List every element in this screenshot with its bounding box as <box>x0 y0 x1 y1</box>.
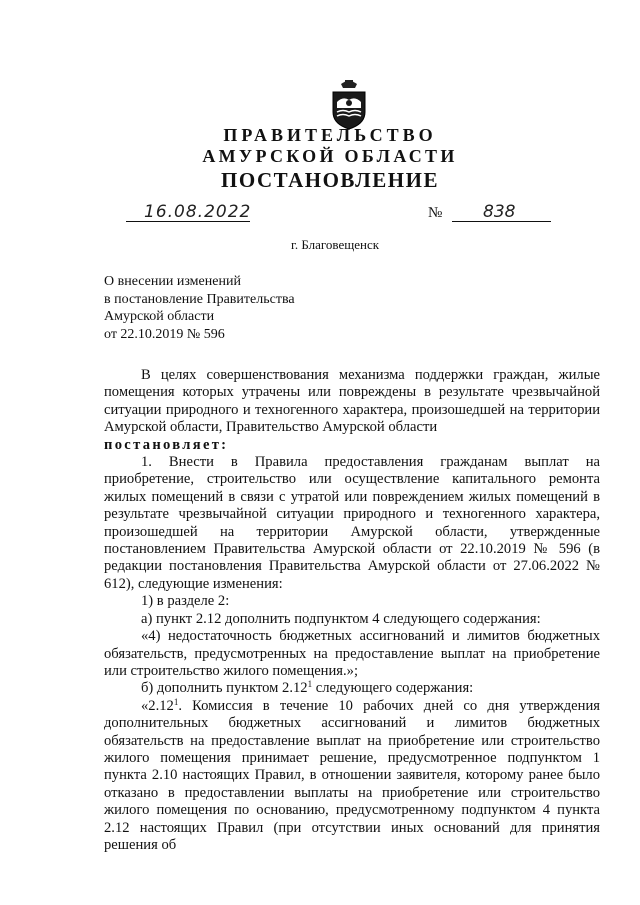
decree-number: 838 <box>483 202 516 222</box>
government-title: ПРАВИТЕЛЬСТВО <box>223 125 437 145</box>
subject-line: от 22.10.2019 № 596 <box>104 326 225 342</box>
date-underline <box>126 221 250 222</box>
item-a: а) пункт 2.12 дополнить подпунктом 4 следующего содержания: <box>141 610 541 627</box>
decree-word-text: постановляет: <box>104 436 229 453</box>
document-type-title: ПОСТАНОВЛЕНИЕ <box>221 168 439 192</box>
city-name: г. Благовещенск <box>290 237 380 252</box>
paragraph-1: 1. Внести в Правила предоставления гражданам выплат на приобретение, строительство или осуществление капитального ремонта жилых помещений в связи с утратой или повреждением жилых помещений в результате чрезвычайной ситуации природного и техногенного характера, произошедшей на территории Амурской области, утвержденные постановлением Правительства Амурской области от 22.10.2019 № 596 (в редакции постановления Правительства Амурской области от 27.06.2022 № 612), следующие изменения: <box>104 454 600 592</box>
region-title: АМУРСКОЙ ОБЛАСТИ <box>202 146 458 166</box>
coat-of-arms-emblem <box>327 78 371 130</box>
subject-line: в постановление Правительства <box>104 291 295 307</box>
subitem-4-quote: «4) недостаточность бюджетных ассигнований и лимитов бюджетных обязательств, предусмотренных на предоставление выплат на приобретение или строительство жилого помещения.»; <box>104 628 600 679</box>
item-b-post: следующего содержания: <box>312 680 474 697</box>
number-underline <box>452 221 551 222</box>
document-body <box>104 367 600 854</box>
item-b-pre: б) дополнить пунктом 2.12 <box>141 680 308 697</box>
subject-block <box>104 273 295 343</box>
clause-sup: 1 <box>173 696 179 707</box>
item-b <box>104 680 600 697</box>
clause-2-12-1 <box>104 698 600 855</box>
number-label: № <box>428 205 443 221</box>
clause-pre: «2.12 <box>141 697 174 714</box>
clause-post: . Комиссия в течение 10 рабочих дней со дня утверждения дополнительных бюджетных ассигнований и лимитов бюджетных обязательств на предоставление выплат на приобретение или строительство жилого помещения принимает решение, предусмотренное подпунктом 1 пункта 2.10 настоящих Правил, в отношении заявителя, которому ранее было отказано в предоставлении выплаты на приобретение или строительство жилого помещения по основанию, предусмотренному подпунктом 4 пункта 2.12 настоящих Правил (при отсутствии иных оснований для принятия решения об <box>104 697 600 853</box>
item-b-sup: 1 <box>307 679 313 690</box>
subject-line: О внесении изменений <box>104 274 241 289</box>
subject-line: Амурской области <box>104 309 215 324</box>
decree-word <box>104 437 600 454</box>
preamble-paragraph: В целях совершенствования механизма поддержки граждан, жилые помещения которых утрачены или повреждены в результате чрезвычайной ситуации природного и техногенного характера, произошедшей на территории Амурской области, Правительство Амурской области <box>104 367 600 436</box>
section-2-item: 1) в разделе 2: <box>141 593 230 610</box>
decree-date: 16.08.2022 <box>144 202 252 222</box>
